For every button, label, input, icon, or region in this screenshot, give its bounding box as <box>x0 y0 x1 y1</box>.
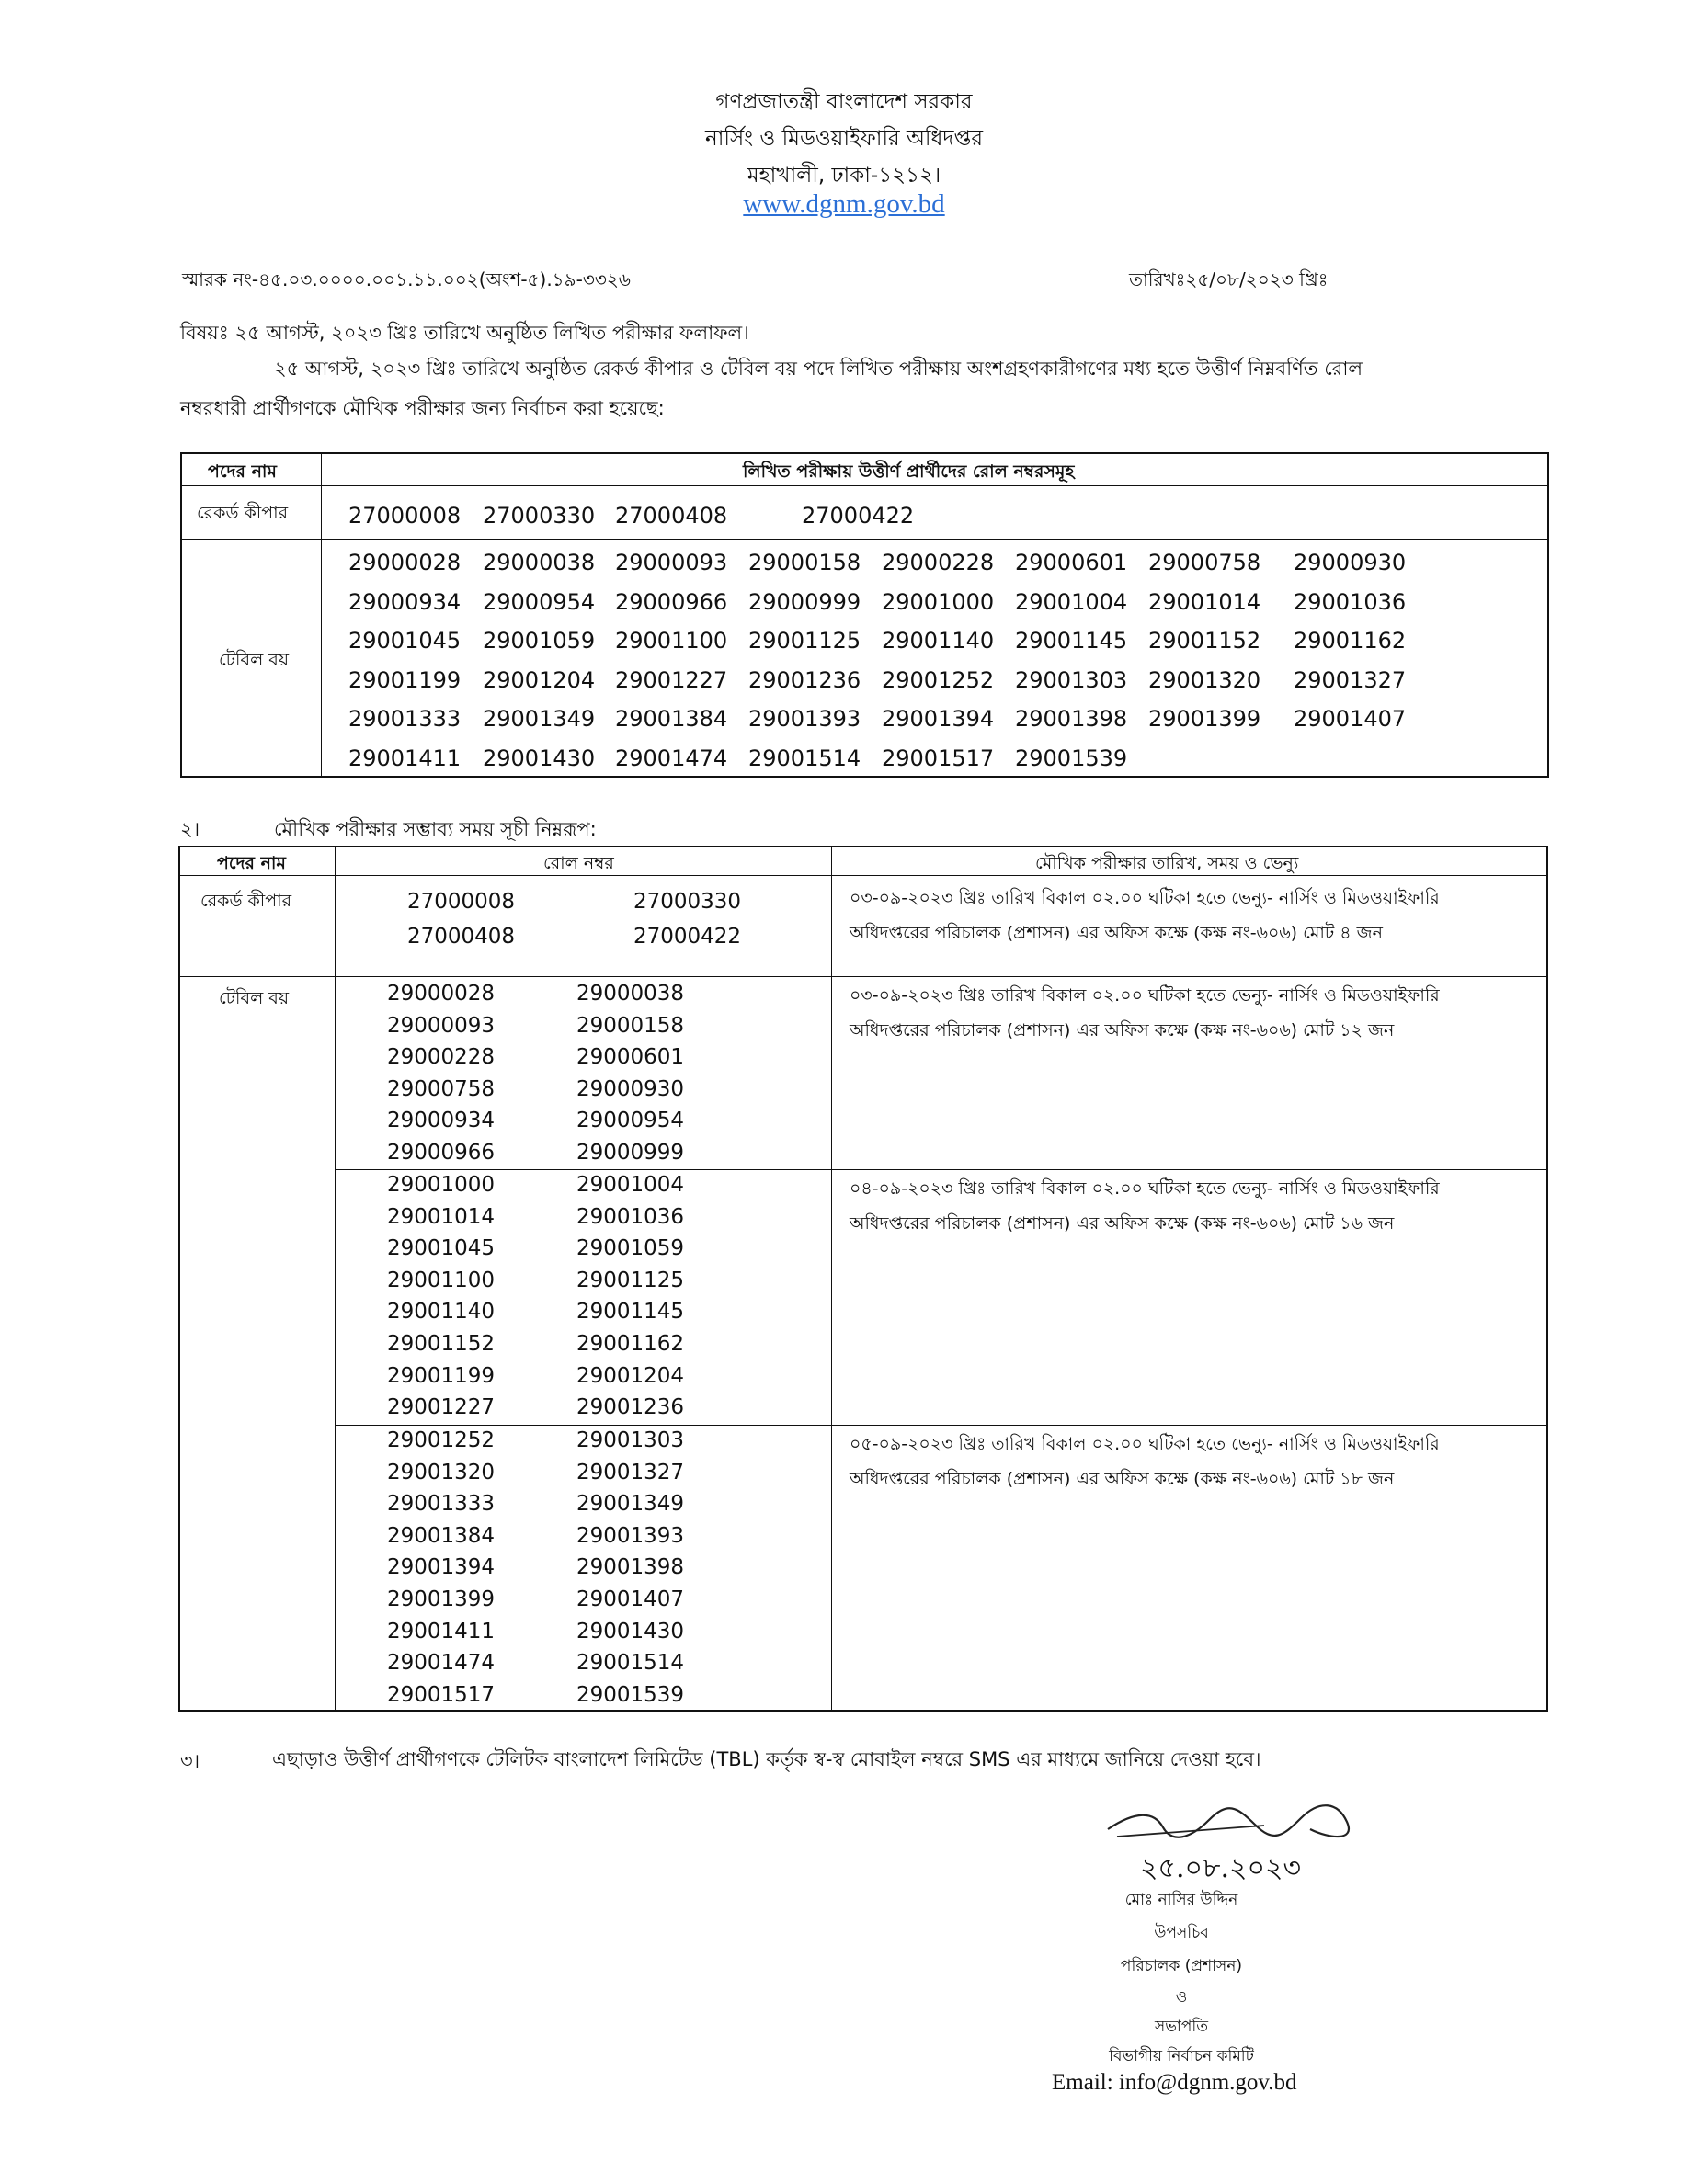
roll-number: 29001000 <box>387 1173 496 1197</box>
roll-number: 27000008 <box>407 890 516 914</box>
roll-number: 29001236 <box>576 1395 685 1420</box>
roll-number: 29001152 <box>387 1332 496 1356</box>
roll-number: 29001162 <box>1294 628 1407 654</box>
venue-line: ০৩-০৯-২০২৩ খ্রিঃ তারিখ বিকাল ০২.০০ ঘটিকা হতে ভেন্যু- নার্সিং ও মিডওয়াইফারি <box>850 888 1440 908</box>
roll-number: 27000008 <box>348 503 462 529</box>
table-divider <box>321 454 322 776</box>
roll-number: 29001014 <box>387 1204 496 1229</box>
roll-number: 29001474 <box>387 1651 496 1676</box>
roll-number: 29001227 <box>615 666 728 693</box>
subject: বিষয়ঃ ২৫ আগস্ট, ২০২৩ খ্রিঃ তারিখে অনুষ্ঠিত লিখিত পরীক্ষার ফলাফল। <box>180 322 749 344</box>
roll-number: 29000038 <box>576 982 685 1006</box>
section-2-number: ২। <box>180 818 200 840</box>
roll-number: 29001349 <box>576 1492 685 1517</box>
roll-number: 29001399 <box>1148 706 1261 732</box>
roll-number: 29000954 <box>576 1109 685 1133</box>
roll-number: 29000758 <box>387 1076 496 1101</box>
roll-number: 29000999 <box>576 1141 685 1165</box>
roll-number: 29000758 <box>1148 550 1261 575</box>
roll-number: 29001393 <box>576 1523 685 1548</box>
roll-number: 29001517 <box>387 1682 496 1707</box>
col-header-schedule: মৌখিক পরীক্ষার তারিখ, সময় ও ভেন্যু <box>1035 853 1299 873</box>
roll-number: 29001236 <box>748 666 861 693</box>
roll-number: 29000028 <box>348 550 462 575</box>
roll-number: 29001162 <box>576 1332 685 1356</box>
roll-number: 29001199 <box>387 1363 496 1388</box>
roll-number: 27000330 <box>483 503 596 529</box>
intro-line-2: নম্বরধারী প্রার্থীগণকে মৌখিক পরীক্ষার জন্য নির্বাচন করা হয়েছে: <box>180 397 665 419</box>
roll-number: 29001252 <box>882 666 995 693</box>
roll-number: 29000093 <box>387 1013 496 1038</box>
venue-line: অধিদপ্তরের পরিচালক (প্রশাসন) এর অফিস কক্ষে (কক্ষ নং-৬০৬) মোট ৪ জন <box>850 923 1384 943</box>
roll-number: 29001303 <box>1015 666 1128 693</box>
roll-number: 29001303 <box>576 1428 685 1452</box>
venue-group-1 <box>850 978 1530 1048</box>
roll-number: 29000228 <box>387 1045 496 1070</box>
roll-number: 29001393 <box>748 706 861 732</box>
roll-number: 29001399 <box>387 1587 496 1611</box>
roll-number: 29001394 <box>882 706 995 732</box>
roll-number: 29001474 <box>615 745 728 771</box>
signatory-title-2: পরিচালক (প্রশাসন) <box>1120 1957 1243 1975</box>
roll-number: 29001411 <box>387 1619 496 1644</box>
venue-line: অধিদপ্তরের পরিচালক (প্রশাসন) এর অফিস কক্ষে (কক্ষ নং-৬০৬) মোট ১৮ জন <box>850 1469 1395 1489</box>
roll-number: 29001036 <box>1294 588 1407 615</box>
header-line-3: মহাখালী, ঢাকা-১২১২। <box>747 164 941 188</box>
roll-number: 29001384 <box>387 1523 496 1548</box>
roll-number: 29001145 <box>1015 628 1128 654</box>
roll-number: 29000930 <box>576 1076 685 1101</box>
roll-number: 29000601 <box>1015 550 1128 575</box>
signatory-title-4: বিভাগীয় নির্বাচন কমিটি <box>1109 2047 1254 2065</box>
col-header-post: পদের নাম <box>217 853 286 873</box>
roll-number: 29000093 <box>615 550 728 575</box>
table-divider <box>182 539 1547 540</box>
roll-number: 29001199 <box>348 666 462 693</box>
col-header-roll: রোল নম্বর <box>543 853 614 873</box>
roll-number: 29001000 <box>882 588 995 615</box>
roll-number: 29001514 <box>748 745 861 771</box>
col-header-rolls: লিখিত পরীক্ষায় উত্তীর্ণ প্রার্থীদের রোল নম্বরসমূহ <box>743 461 1075 482</box>
venue-line: ০৪-০৯-২০২৩ খ্রিঃ তারিখ বিকাল ০২.০০ ঘটিকা হতে ভেন্যু- নার্সিং ও মিডওয়াইফারি <box>850 1178 1440 1199</box>
roll-number: 29000038 <box>483 550 596 575</box>
roll-number: 29001125 <box>748 628 861 654</box>
header-line-1: গণপ্রজাতন্ত্রী বাংলাদেশ সরকার <box>715 90 973 114</box>
roll-number: 29001411 <box>348 745 462 771</box>
roll-number: 29001394 <box>387 1555 496 1580</box>
roll-number: 29001004 <box>1015 588 1128 615</box>
roll-number: 29001333 <box>387 1492 496 1517</box>
roll-number: 29000158 <box>576 1013 685 1038</box>
venue-record-keeper <box>850 881 1530 950</box>
roll-number: 29001430 <box>576 1619 685 1644</box>
memo-date: তারিখঃ২৫/০৮/২০২৩ খ্রিঃ <box>1129 268 1329 290</box>
table-divider <box>180 976 1546 977</box>
roll-number: 29001320 <box>387 1460 496 1484</box>
website-link[interactable]: www.dgnm.gov.bd <box>743 189 945 219</box>
roll-number: 29000601 <box>576 1045 685 1070</box>
roll-number: 29001252 <box>387 1428 496 1452</box>
signature-date: ২৫.০৮.২০২৩ <box>1140 1852 1302 1884</box>
roll-number: 29001227 <box>387 1395 496 1420</box>
table-divider <box>335 1425 1546 1426</box>
table-divider <box>335 1169 1546 1170</box>
roll-number: 29001036 <box>576 1204 685 1229</box>
roll-number: 27000330 <box>633 890 742 914</box>
roll-number: 29001059 <box>483 628 596 654</box>
roll-number: 29001204 <box>576 1363 685 1388</box>
roll-number: 29001145 <box>576 1300 685 1325</box>
venue-line: অধিদপ্তরের পরিচালক (প্রশাসন) এর অফিস কক্ষে (কক্ষ নং-৬০৬) মোট ১২ জন <box>850 1020 1395 1041</box>
roll-number: 27000422 <box>633 925 742 949</box>
post-table-boy: টেবিল বয় <box>219 650 290 670</box>
roll-number: 29001100 <box>615 628 728 654</box>
roll-number: 29000158 <box>748 550 861 575</box>
roll-number: 29001004 <box>576 1173 685 1197</box>
col-header-post: পদের নাম <box>208 461 277 482</box>
venue-line: ০৩-০৯-২০২৩ খ্রিঃ তারিখ বিকাল ০২.০০ ঘটিকা হতে ভেন্যু- নার্সিং ও মিডওয়াইফারি <box>850 985 1440 1006</box>
roll-number: 29001407 <box>1294 706 1407 732</box>
roll-number: 27000408 <box>407 925 516 949</box>
contact-email[interactable]: Email: info@dgnm.gov.bd <box>1052 2070 1297 2095</box>
signatory-name: মোঃ নাসির উদ্দিন <box>1124 1891 1238 1909</box>
roll-number: 29001398 <box>576 1555 685 1580</box>
roll-number: 29001517 <box>882 745 995 771</box>
roll-number: 29000954 <box>483 588 596 615</box>
section-3-number: ৩। <box>180 1750 200 1772</box>
roll-number: 29001349 <box>483 706 596 732</box>
roll-number: 29001059 <box>576 1236 685 1261</box>
roll-number: 29001327 <box>576 1460 685 1484</box>
post-record-keeper: রেকর্ড কীপার <box>200 891 292 911</box>
venue-line: অধিদপ্তরের পরিচালক (প্রশাসন) এর অফিস কক্ষে (কক্ষ নং-৬০৬) মোট ১৬ জন <box>850 1213 1395 1234</box>
roll-number: 29001514 <box>576 1651 685 1676</box>
roll-number: 29000934 <box>348 588 462 615</box>
roll-number: 29001333 <box>348 706 462 732</box>
signatory-title-1: উপসচিব <box>1154 1924 1209 1942</box>
roll-number: 29000966 <box>615 588 728 615</box>
roll-number: 29001384 <box>615 706 728 732</box>
roll-number: 29001539 <box>576 1682 685 1707</box>
roll-number: 29000930 <box>1294 550 1407 575</box>
roll-number: 29000966 <box>387 1141 496 1165</box>
roll-number: 29001539 <box>1015 745 1128 771</box>
post-table-boy: টেবিল বয় <box>219 988 290 1008</box>
roll-number: 29001152 <box>1148 628 1261 654</box>
roll-number: 27000408 <box>615 503 728 529</box>
venue-group-2 <box>850 1171 1530 1241</box>
roll-number: 29001045 <box>387 1236 496 1261</box>
post-record-keeper: রেকর্ড কীপার <box>197 503 289 523</box>
roll-number: 29000934 <box>387 1109 496 1133</box>
roll-number: 29001014 <box>1148 588 1261 615</box>
section-3-text: এছাড়াও উত্তীর্ণ প্রার্থীগণকে টেলিটক বাংলাদেশ লিমিটেড (TBL) কর্তৃক স্ব-স্ব মোবাইল নম্বরে SMS এর মাধ্যমে জানিয়ে দেওয়া হবে। <box>272 1748 1261 1770</box>
website-link-wrap <box>0 189 1688 220</box>
intro-line-1: ২৫ আগস্ট, ২০২৩ খ্রিঃ তারিখে অনুষ্ঠিত রেকর্ড কীপার ও টেবিল বয় পদে লিখিত পরীক্ষায় অংশগ্রহণকারীগণের মধ্য হতে উত্তীর্ণ নিম্নবর্ণিত রোল <box>274 358 1363 380</box>
roll-number: 27000422 <box>802 503 915 529</box>
memo-ref: স্মারক নং-৪৫.০৩.০০০০.০০১.১১.০০২(অংশ-৫).১৯-৩৩২৬ <box>182 268 631 290</box>
venue-group-3 <box>850 1427 1530 1496</box>
roll-number: 29001398 <box>1015 706 1128 732</box>
roll-number: 29001100 <box>387 1268 496 1292</box>
signatory-title-3: সভাপতি <box>1155 2018 1208 2036</box>
viva-schedule-table <box>178 846 1548 1712</box>
roll-number: 29001407 <box>576 1587 685 1611</box>
roll-number: 29001430 <box>483 745 596 771</box>
roll-number: 29001125 <box>576 1268 685 1292</box>
roll-number: 29001140 <box>882 628 995 654</box>
header-line-2: নার্সিং ও মিডওয়াইফারি অধিদপ্তর <box>704 127 984 151</box>
table-divider <box>180 875 1546 876</box>
section-2-title: মৌখিক পরীক্ষার সম্ভাব্য সময় সূচী নিম্নরূপ: <box>274 818 597 840</box>
roll-number: 29000999 <box>748 588 861 615</box>
roll-number: 29000228 <box>882 550 995 575</box>
venue-line: ০৫-০৯-২০২৩ খ্রিঃ তারিখ বিকাল ০২.০০ ঘটিকা হতে ভেন্যু- নার্সিং ও মিডওয়াইফারি <box>850 1434 1440 1454</box>
roll-number: 29001327 <box>1294 666 1407 693</box>
signatory-conj: ও <box>1175 1988 1188 2007</box>
roll-number: 29001204 <box>483 666 596 693</box>
roll-number: 29001140 <box>387 1300 496 1325</box>
roll-number: 29001320 <box>1148 666 1261 693</box>
roll-number: 29001045 <box>348 628 462 654</box>
roll-number: 29000028 <box>387 982 496 1006</box>
